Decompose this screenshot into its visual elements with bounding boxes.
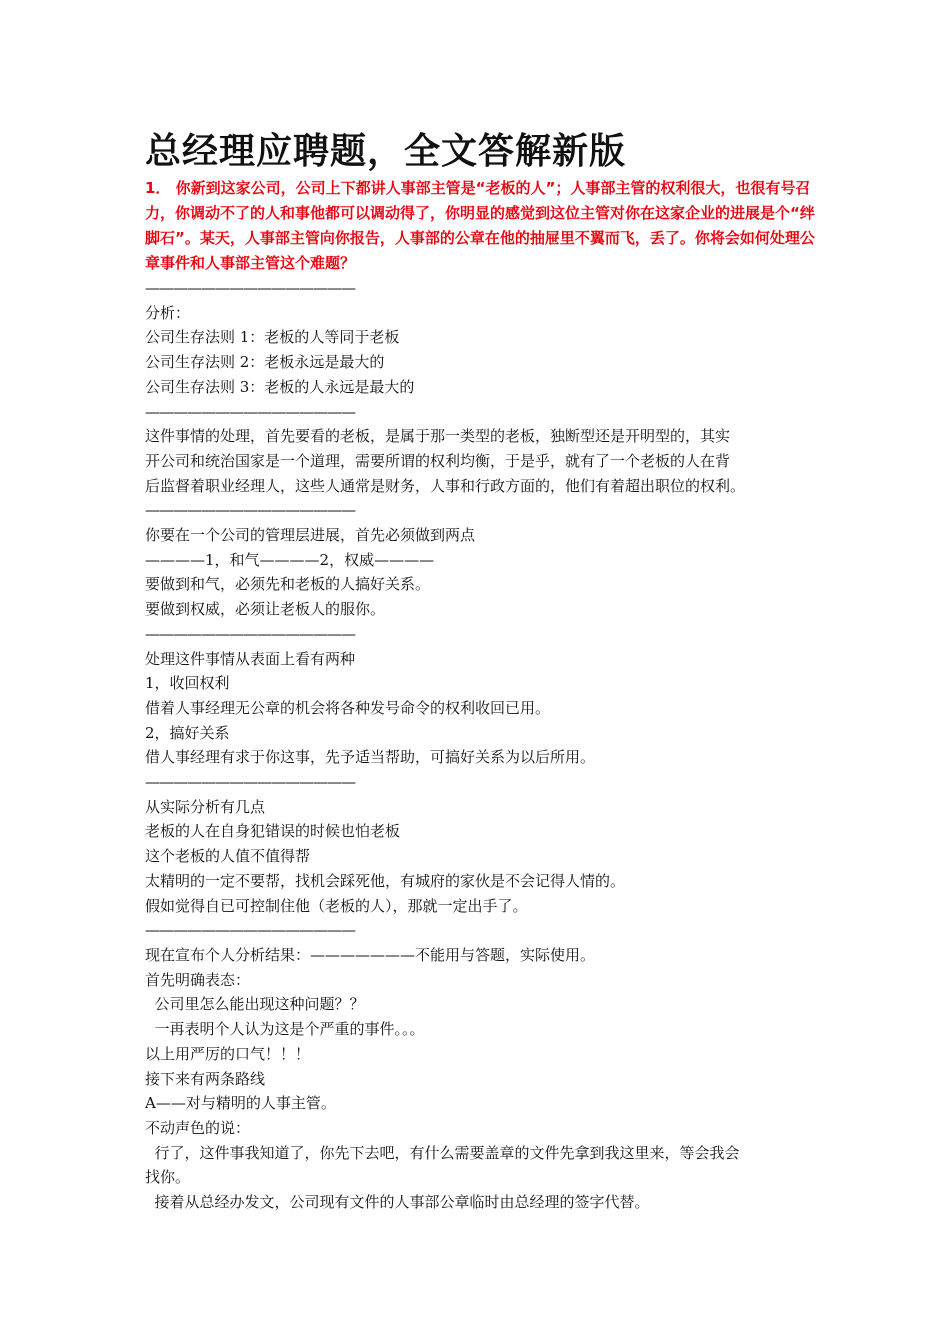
- text-line: 开公司和统治国家是一个道理，需要所谓的权利均衡，于是乎，就有了一个老板的人在背: [145, 451, 731, 470]
- text-line: 借着人事经理无公章的机会将各种发号命令的权利收回已用。: [145, 698, 551, 717]
- text-line: 找你。: [145, 1168, 191, 1187]
- text-line: 公司生存法则 2：老板永远是最大的: [145, 353, 385, 372]
- text-line: 接下来有两条路线: [145, 1069, 266, 1088]
- interview-question: 1． 你新到这家公司，公司上下都讲人事部主管是“老板的人”；人事部主管的权利很大，也很有号召力，你调动不了的人和事他都可以调动得了，你明显的感觉到这位主管对你在这家企业的进展是个“绊脚石”。某天，人事部主管向你报告，人事部的公章在他的抽屉里不翼而飞，丢了。你将会如何处理公章事件和人事部主管这个难题？: [145, 179, 815, 272]
- text-line: 这件事情的处理，首先要看的老板，是属于那一类型的老板，独断型还是开明型的，其实: [145, 427, 731, 446]
- text-line: 2，搞好关系: [145, 723, 230, 742]
- separator-line: ———————————————: [145, 921, 355, 940]
- text-line: 你要在一个公司的管理层进展，首先必须做到两点: [145, 526, 476, 545]
- text-line: 假如觉得自已可控制住他（老板的人），那就一定出手了。: [145, 896, 528, 915]
- document-body: [145, 128, 815, 1215]
- text-line: 不动声色的说：: [145, 1118, 251, 1137]
- text-line: 借人事经理有求于你这事，先予适当帮助，可搞好关系为以后所用。: [145, 748, 596, 767]
- text-line: 处理这件事情从表面上看有两种: [145, 649, 356, 668]
- text-line: 现在宣布个人分析结果：———————不能用与答题，实际使用。: [145, 945, 596, 964]
- text-line: 后监督着职业经理人，这些人通常是财务，人事和行政方面的，他们有着超出职位的权利。: [145, 476, 746, 495]
- text-line: 要做到和气，必须先和老板的人搞好关系。: [145, 575, 431, 594]
- text-line: 公司里怎么能出现这种问题？？: [145, 995, 365, 1014]
- text-line: 公司生存法则 3：老板的人永远是最大的: [145, 377, 415, 396]
- text-line: 分析：: [145, 303, 191, 322]
- separator-line: ———————————————: [145, 402, 355, 421]
- text-line: 以上用严厉的口气！！！: [145, 1044, 311, 1063]
- text-line: 1，收回权利: [145, 674, 230, 693]
- text-line: 要做到权威，必须让老板人的服你。: [145, 600, 386, 619]
- text-line: A——对与精明的人事主管。: [145, 1094, 336, 1113]
- text-line: 行了，这件事我知道了，你先下去吧，有什么需要盖章的文件先拿到我这里来，等会我会: [145, 1143, 740, 1162]
- separator-line: ———————————————: [145, 279, 355, 297]
- separator-line: ———————————————: [145, 773, 355, 792]
- text-line: 一再表明个人认为这是个严重的事件。。。: [145, 1020, 425, 1039]
- separator-line: ———————————————: [145, 624, 355, 643]
- text-line: 接着从总经办发文，公司现有文件的人事部公章临时由总经理的签字代替。: [145, 1193, 650, 1212]
- text-line: 太精明的一定不要帮，找机会踩死他，有城府的家伙是不会记得人情的。: [145, 871, 626, 890]
- answer-text: [145, 276, 815, 1215]
- text-line: 老板的人在自身犯错误的时候也怕老板: [145, 822, 401, 841]
- text-line: 公司生存法则 1：老板的人等同于老板: [145, 328, 400, 347]
- text-line: 从实际分析有几点: [145, 797, 266, 816]
- document-title: 总经理应聘题，全文答解新版: [145, 131, 627, 172]
- text-line: 首先明确表态：: [145, 970, 251, 989]
- text-line: ————1，和气————2，权威————: [145, 550, 435, 569]
- separator-line: ———————————————: [145, 501, 355, 520]
- text-line: 这个老板的人值不值得帮: [145, 847, 311, 866]
